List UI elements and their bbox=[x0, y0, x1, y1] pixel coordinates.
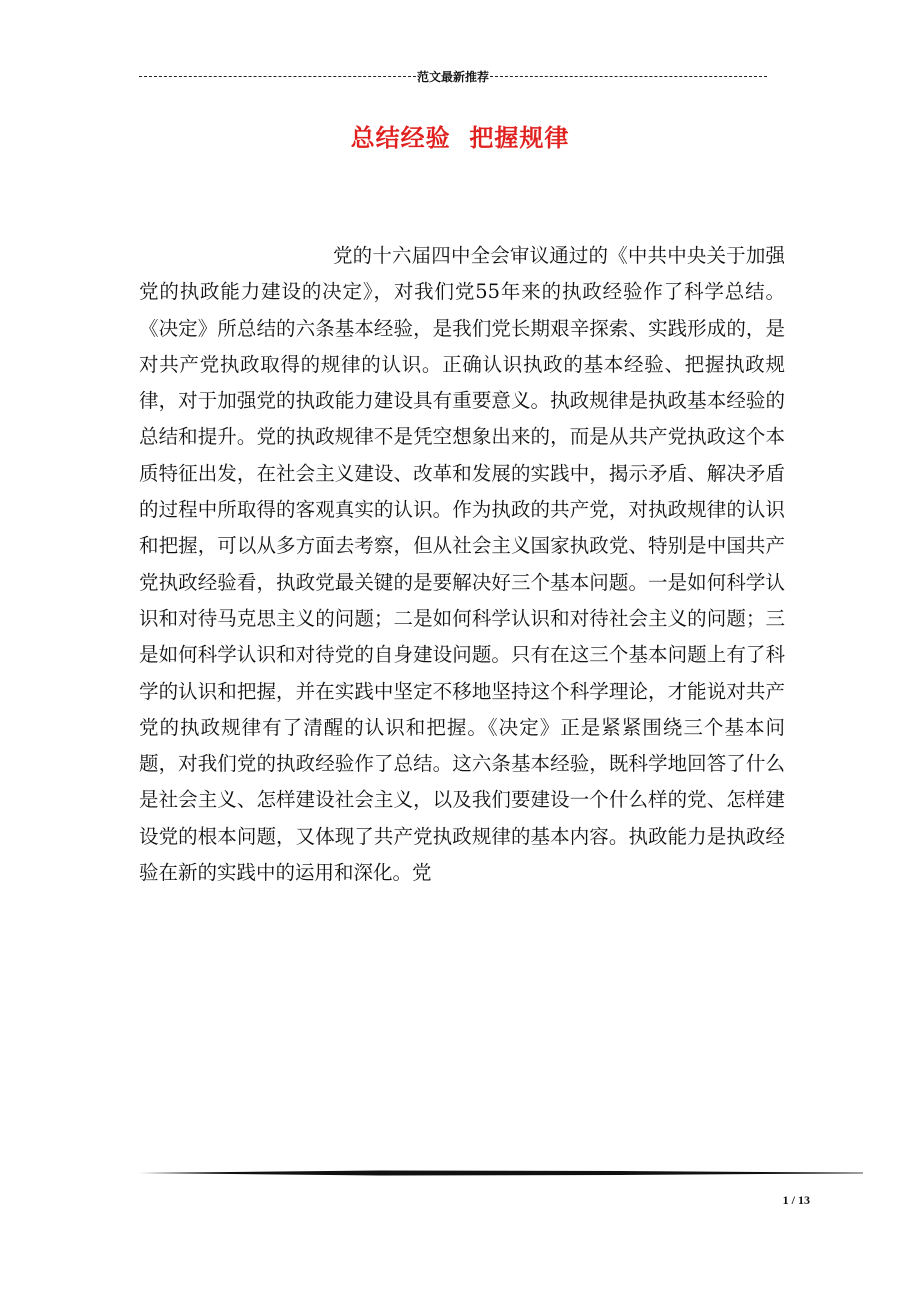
page-number: 1 / 13 bbox=[782, 1193, 810, 1207]
page-header bbox=[139, 66, 767, 86]
footer-rule bbox=[139, 1169, 863, 1177]
header-label: 范文最新推荐 bbox=[417, 69, 490, 84]
header-dash-left bbox=[139, 76, 416, 77]
header-dash-right bbox=[490, 76, 767, 77]
body-paragraph: 党的十六届四中全会审议通过的《中共中央关于加强党的执政能力建设的决定》，对我们党55年来的执政经验作了科学总结。《决定》所总结的六条基本经验，是我们党长期艰辛探索、实践形成的，是对共产党执政取得的规律的认识。正确认识执政的基本经验、把握执政规律，对于加强党的执政能力建设具有重要意义。执政规律是执政基本经验的总结和提升。党的执政规律不是凭空想象出来的，而是从共产党执政这个本质特征出发，在社会主义建设、改革和发展的实践中，揭示矛盾、解决矛盾的过程中所取得的客观真实的认识。作为执政的共产党，对执政规律的认识和把握，可以从多方面去考察，但从社会主义国家执政党、特别是中国共产党执政经验看，执政党最关键的是要解决好三个基本问题。一是如何科学认识和对待马克思主义的问题；二是如何科学认识和对待社会主义的问题；三是如何科学认识和对待党的自身建设问题。只有在这三个基本问题上有了科学的认识和把握，并在实践中坚定不移地坚持这个科学理论，才能说对共产党的执政规律有了清醒的认识和把握。《决定》正是紧紧围绕三个基本问题，对我们党的执政经验作了总结。这六条基本经验，既科学地回答了什么是社会主义、怎样建设社会主义，以及我们要建设一个什么样的党、怎样建设党的根本问题，又体现了共产党执政规律的基本内容。执政能力是执政经验在新的实践中的运用和深化。党 bbox=[139, 244, 785, 885]
document-title: 总结经验 把握规律 bbox=[350, 124, 570, 152]
